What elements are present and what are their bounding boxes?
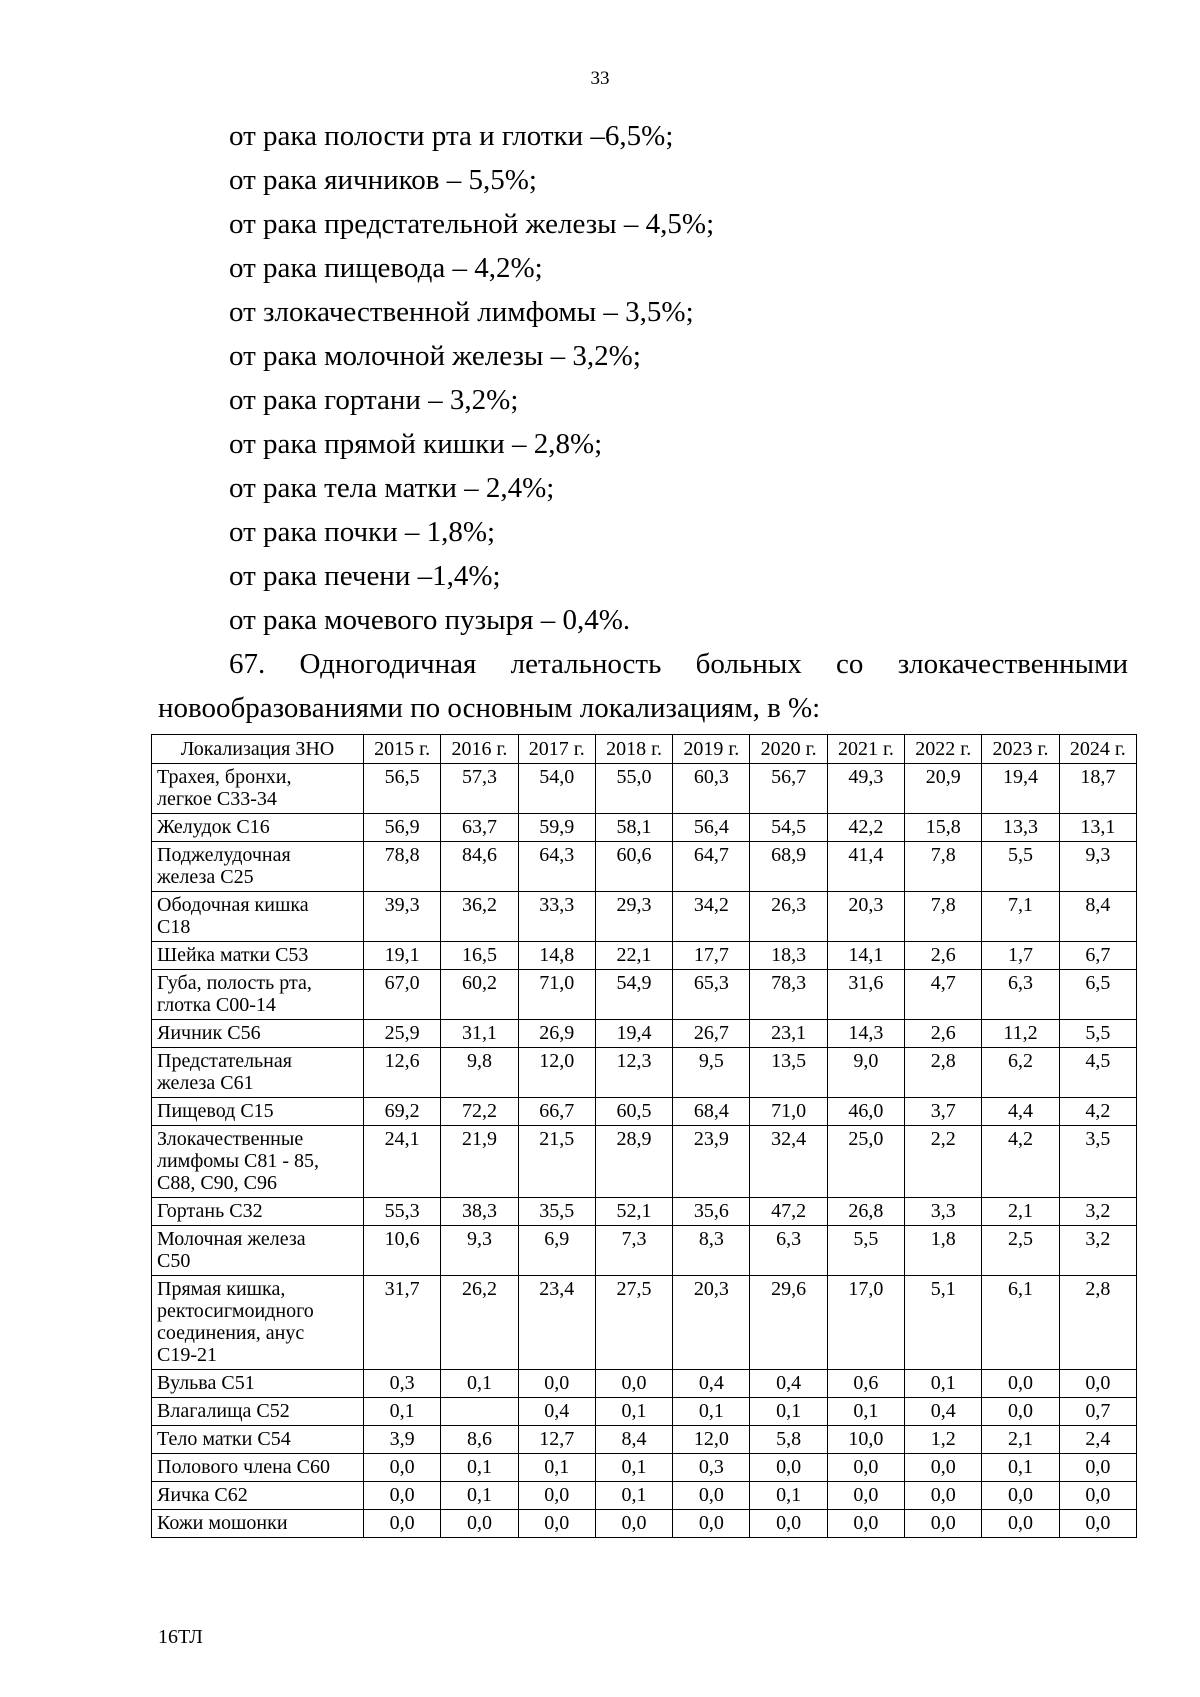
value-cell: 68,4 [673,1098,750,1126]
value-cell: 2,2 [905,1126,982,1198]
value-cell: 69,2 [364,1098,441,1126]
value-cell: 68,9 [750,842,827,892]
value-cell: 0,1 [441,1370,518,1398]
value-cell: 7,3 [595,1226,672,1276]
value-cell: 0,0 [673,1482,750,1510]
localization-line: Яичник С56 [157,1022,261,1044]
table-row [152,1510,1137,1538]
value-cell: 0,0 [982,1510,1059,1538]
localization-line: ректосигмоидного [157,1300,314,1322]
localization-cell [152,970,364,1020]
localization-cell [152,764,364,814]
value-cell: 22,1 [595,942,672,970]
value-cell: 28,9 [595,1126,672,1198]
value-cell: 55,0 [595,764,672,814]
value-cell: 54,0 [518,764,595,814]
localization-cell [152,842,364,892]
value-cell: 24,1 [364,1126,441,1198]
value-cell: 78,3 [750,970,827,1020]
value-cell: 3,2 [1059,1226,1136,1276]
value-cell: 2,4 [1059,1426,1136,1454]
localization-cell [152,1482,364,1510]
value-cell: 47,2 [750,1198,827,1226]
value-cell: 56,9 [364,814,441,842]
localization-cell [152,1370,364,1398]
value-cell: 0,0 [982,1398,1059,1426]
value-cell: 4,2 [1059,1098,1136,1126]
localization-line: Полового члена С60 [157,1456,331,1478]
value-cell: 0,1 [595,1398,672,1426]
localization-line: Шейка матки С53 [157,944,309,966]
table-row [152,892,1137,942]
value-cell: 34,2 [673,892,750,942]
table-row [152,1198,1137,1226]
page-number: 33 [590,68,610,89]
value-cell: 7,8 [905,842,982,892]
value-cell: 64,7 [673,842,750,892]
localization-line: Трахея, бронхи, [157,766,292,788]
value-cell: 0,0 [364,1454,441,1482]
value-cell: 6,7 [1059,942,1136,970]
localization-line: соединения, анус [157,1322,305,1344]
header-year: 2024 г. [1059,735,1136,764]
value-cell: 0,1 [595,1454,672,1482]
list-item: от рака полости рта и глотки –6,5%; [229,120,674,152]
value-cell: 20,9 [905,764,982,814]
value-cell: 0,0 [982,1482,1059,1510]
value-cell: 9,8 [441,1048,518,1098]
value-cell [441,1398,518,1426]
value-cell: 84,6 [441,842,518,892]
value-cell: 3,7 [905,1098,982,1126]
list-item: от рака гортани – 3,2%; [229,384,519,416]
value-cell: 31,1 [441,1020,518,1048]
localization-cell [152,1398,364,1426]
value-cell: 18,7 [1059,764,1136,814]
table-row [152,1020,1137,1048]
value-cell: 3,2 [1059,1198,1136,1226]
localization-line: Предстательная [157,1050,292,1072]
value-cell: 33,3 [518,892,595,942]
list-item: от рака молочной железы – 3,2%; [229,340,641,372]
value-cell: 26,7 [673,1020,750,1048]
value-cell: 12,7 [518,1426,595,1454]
value-cell: 27,5 [595,1276,672,1370]
value-cell: 12,0 [673,1426,750,1454]
value-cell: 14,1 [827,942,904,970]
value-cell: 59,9 [518,814,595,842]
value-cell: 12,6 [364,1048,441,1098]
localization-line: Прямая кишка, [157,1278,286,1300]
header-year: 2019 г. [673,735,750,764]
value-cell: 0,1 [905,1370,982,1398]
value-cell: 54,9 [595,970,672,1020]
header-year: 2021 г. [827,735,904,764]
value-cell: 41,4 [827,842,904,892]
value-cell: 6,5 [1059,970,1136,1020]
value-cell: 23,9 [673,1126,750,1198]
localization-line: Кожи мошонки [157,1512,288,1534]
value-cell: 57,3 [441,764,518,814]
value-cell: 72,2 [441,1098,518,1126]
localization-line: Влагалища С52 [157,1400,290,1422]
value-cell: 67,0 [364,970,441,1020]
header-year: 2016 г. [441,735,518,764]
value-cell: 35,6 [673,1198,750,1226]
value-cell: 46,0 [827,1098,904,1126]
value-cell: 3,5 [1059,1126,1136,1198]
value-cell: 13,1 [1059,814,1136,842]
value-cell: 36,2 [441,892,518,942]
value-cell: 0,6 [827,1370,904,1398]
localization-line: железа С61 [157,1072,254,1094]
value-cell: 2,1 [982,1198,1059,1226]
localization-line: Молочная железа [157,1228,306,1250]
paragraph-line-2: новообразованиями по основным локализациям, в %: [158,692,821,724]
value-cell: 8,6 [441,1426,518,1454]
value-cell: 16,5 [441,942,518,970]
table-row [152,842,1137,892]
value-cell: 0,1 [441,1482,518,1510]
value-cell: 4,4 [982,1098,1059,1126]
value-cell: 0,0 [1059,1454,1136,1482]
table-row [152,942,1137,970]
value-cell: 0,7 [1059,1398,1136,1426]
value-cell: 35,5 [518,1198,595,1226]
table-row [152,1126,1137,1198]
value-cell: 0,0 [905,1510,982,1538]
localization-cell [152,1454,364,1482]
localization-line: Гортань С32 [157,1200,263,1222]
list-item: от рака прямой кишки – 2,8%; [229,428,603,460]
value-cell: 0,0 [1059,1510,1136,1538]
localization-line: Губа, полость рта, [157,972,312,994]
value-cell: 21,5 [518,1126,595,1198]
localization-line: С88, С90, С96 [157,1172,278,1194]
value-cell: 39,3 [364,892,441,942]
value-cell: 0,4 [673,1370,750,1398]
value-cell: 14,3 [827,1020,904,1048]
localization-cell [152,1126,364,1198]
table-row [152,1482,1137,1510]
value-cell: 20,3 [673,1276,750,1370]
value-cell: 60,3 [673,764,750,814]
value-cell: 0,0 [673,1510,750,1538]
value-cell: 0,0 [364,1482,441,1510]
value-cell: 15,8 [905,814,982,842]
table-row [152,1226,1137,1276]
value-cell: 6,9 [518,1226,595,1276]
value-cell: 4,5 [1059,1048,1136,1098]
value-cell: 12,0 [518,1048,595,1098]
value-cell: 2,6 [905,942,982,970]
list-item: от рака пищевода – 4,2%; [229,252,543,284]
value-cell: 13,3 [982,814,1059,842]
value-cell: 31,7 [364,1276,441,1370]
value-cell: 32,4 [750,1126,827,1198]
table-row [152,814,1137,842]
value-cell: 3,9 [364,1426,441,1454]
value-cell: 21,9 [441,1126,518,1198]
header-year: 2020 г. [750,735,827,764]
value-cell: 18,3 [750,942,827,970]
value-cell: 26,3 [750,892,827,942]
value-cell: 5,8 [750,1426,827,1454]
value-cell: 26,8 [827,1198,904,1226]
localization-cell [152,1226,364,1276]
value-cell: 6,2 [982,1048,1059,1098]
value-cell: 5,1 [905,1276,982,1370]
value-cell: 7,1 [982,892,1059,942]
list-item: от злокачественной лимфомы – 3,5%; [229,296,694,328]
table-body [152,764,1137,1538]
localization-cell [152,1098,364,1126]
localization-cell [152,1276,364,1370]
localization-line: Яичка С62 [157,1484,248,1506]
localization-cell [152,1426,364,1454]
localization-line: глотка С00-14 [157,994,276,1016]
value-cell: 0,1 [982,1454,1059,1482]
value-cell: 2,8 [905,1048,982,1098]
localization-line: железа С25 [157,866,254,888]
value-cell: 0,0 [905,1454,982,1482]
localization-line: Ободочная кишка [157,894,309,916]
localization-line: Тело матки С54 [157,1428,291,1450]
value-cell: 52,1 [595,1198,672,1226]
value-cell: 0,1 [750,1482,827,1510]
localization-cell [152,1020,364,1048]
paragraph-line-1: 67. Одногодичная летальность больных со злокачественными [229,648,1128,680]
value-cell: 0,4 [750,1370,827,1398]
table-header-row [152,735,1137,764]
value-cell: 1,8 [905,1226,982,1276]
value-cell: 8,4 [1059,892,1136,942]
value-cell: 23,4 [518,1276,595,1370]
value-cell: 0,3 [673,1454,750,1482]
value-cell: 0,1 [673,1398,750,1426]
value-cell: 49,3 [827,764,904,814]
table-row [152,1398,1137,1426]
localization-cell [152,892,364,942]
localization-cell [152,1510,364,1538]
value-cell: 0,0 [441,1510,518,1538]
value-cell: 0,0 [364,1510,441,1538]
localization-line: С18 [157,916,191,938]
value-cell: 1,2 [905,1426,982,1454]
value-cell: 2,1 [982,1426,1059,1454]
value-cell: 25,9 [364,1020,441,1048]
value-cell: 0,0 [1059,1370,1136,1398]
header-year: 2018 г. [595,735,672,764]
value-cell: 29,3 [595,892,672,942]
value-cell: 12,3 [595,1048,672,1098]
value-cell: 0,1 [750,1398,827,1426]
list-item: от рака печени –1,4%; [229,560,501,592]
value-cell: 2,8 [1059,1276,1136,1370]
footer-code: 16ТЛ [158,1626,203,1648]
value-cell: 0,0 [827,1482,904,1510]
list-item: от рака мочевого пузыря – 0,4%. [229,604,631,636]
value-cell: 6,3 [982,970,1059,1020]
value-cell: 0,4 [905,1398,982,1426]
value-cell: 8,3 [673,1226,750,1276]
value-cell: 9,3 [1059,842,1136,892]
value-cell: 10,0 [827,1426,904,1454]
value-cell: 56,4 [673,814,750,842]
value-cell: 60,2 [441,970,518,1020]
localization-line: С19-21 [157,1344,217,1366]
value-cell: 56,5 [364,764,441,814]
localization-line: легкое С33-34 [157,788,277,810]
list-item: от рака почки – 1,8%; [229,516,496,548]
header-year: 2015 г. [364,735,441,764]
table-row [152,1048,1137,1098]
table-row [152,1098,1137,1126]
value-cell: 0,1 [595,1482,672,1510]
value-cell: 71,0 [750,1098,827,1126]
value-cell: 17,7 [673,942,750,970]
localization-cell [152,814,364,842]
value-cell: 25,0 [827,1126,904,1198]
value-cell: 10,6 [364,1226,441,1276]
value-cell: 9,0 [827,1048,904,1098]
value-cell: 9,5 [673,1048,750,1098]
localization-line: С50 [157,1250,191,1272]
value-cell: 55,3 [364,1198,441,1226]
value-cell: 0,0 [905,1482,982,1510]
value-cell: 78,8 [364,842,441,892]
value-cell: 6,1 [982,1276,1059,1370]
value-cell: 71,0 [518,970,595,1020]
value-cell: 0,1 [827,1398,904,1426]
table-row [152,970,1137,1020]
value-cell: 7,8 [905,892,982,942]
paragraph-67 [158,642,1128,730]
value-cell: 31,6 [827,970,904,1020]
list-item: от рака предстательной железы – 4,5%; [229,208,715,240]
value-cell: 0,4 [518,1398,595,1426]
value-cell: 20,3 [827,892,904,942]
value-cell: 54,5 [750,814,827,842]
table-row [152,1426,1137,1454]
table-row [152,1370,1137,1398]
value-cell: 23,1 [750,1020,827,1048]
value-cell: 0,3 [364,1370,441,1398]
value-cell: 1,7 [982,942,1059,970]
value-cell: 0,0 [595,1370,672,1398]
value-cell: 0,0 [827,1454,904,1482]
value-cell: 4,2 [982,1126,1059,1198]
value-cell: 0,0 [750,1510,827,1538]
localization-line: Злокачественные [157,1128,304,1150]
value-cell: 58,1 [595,814,672,842]
table-row [152,764,1137,814]
value-cell: 4,7 [905,970,982,1020]
value-cell: 2,6 [905,1020,982,1048]
value-cell: 0,0 [595,1510,672,1538]
value-cell: 0,0 [1059,1482,1136,1510]
value-cell: 42,2 [827,814,904,842]
value-cell: 5,5 [982,842,1059,892]
table-row [152,1454,1137,1482]
value-cell: 0,0 [750,1454,827,1482]
value-cell: 0,0 [518,1370,595,1398]
value-cell: 13,5 [750,1048,827,1098]
value-cell: 0,0 [518,1510,595,1538]
value-cell: 60,6 [595,842,672,892]
localization-line: Вульва С51 [157,1372,255,1394]
value-cell: 5,5 [827,1226,904,1276]
value-cell: 0,0 [982,1370,1059,1398]
value-cell: 19,4 [982,764,1059,814]
header-year: 2022 г. [905,735,982,764]
value-cell: 17,0 [827,1276,904,1370]
value-cell: 0,0 [827,1510,904,1538]
value-cell: 60,5 [595,1098,672,1126]
header-localization: Локализация ЗНО [152,735,364,764]
localization-line: Желудок С16 [157,816,270,838]
value-cell: 0,1 [364,1398,441,1426]
value-cell: 29,6 [750,1276,827,1370]
mortality-list [229,114,714,642]
localization-line: лимфомы С81 - 85, [157,1150,320,1172]
value-cell: 6,3 [750,1226,827,1276]
list-item: от рака яичников – 5,5%; [229,164,537,196]
value-cell: 64,3 [518,842,595,892]
value-cell: 26,9 [518,1020,595,1048]
value-cell: 65,3 [673,970,750,1020]
mortality-table [151,734,1137,1538]
value-cell: 63,7 [441,814,518,842]
header-year: 2017 г. [518,735,595,764]
value-cell: 26,2 [441,1276,518,1370]
value-cell: 0,1 [441,1454,518,1482]
localization-line: Пищевод С15 [157,1100,274,1122]
value-cell: 14,8 [518,942,595,970]
header-year: 2023 г. [982,735,1059,764]
value-cell: 66,7 [518,1098,595,1126]
value-cell: 3,3 [905,1198,982,1226]
value-cell: 0,0 [518,1482,595,1510]
value-cell: 38,3 [441,1198,518,1226]
value-cell: 56,7 [750,764,827,814]
localization-cell [152,1048,364,1098]
table-row [152,1276,1137,1370]
list-item: от рака тела матки – 2,4%; [229,472,555,504]
value-cell: 8,4 [595,1426,672,1454]
value-cell: 5,5 [1059,1020,1136,1048]
localization-cell [152,1198,364,1226]
value-cell: 19,4 [595,1020,672,1048]
localization-cell [152,942,364,970]
value-cell: 9,3 [441,1226,518,1276]
value-cell: 0,1 [518,1454,595,1482]
localization-line: Поджелудочная [157,844,291,866]
value-cell: 2,5 [982,1226,1059,1276]
value-cell: 19,1 [364,942,441,970]
value-cell: 11,2 [982,1020,1059,1048]
